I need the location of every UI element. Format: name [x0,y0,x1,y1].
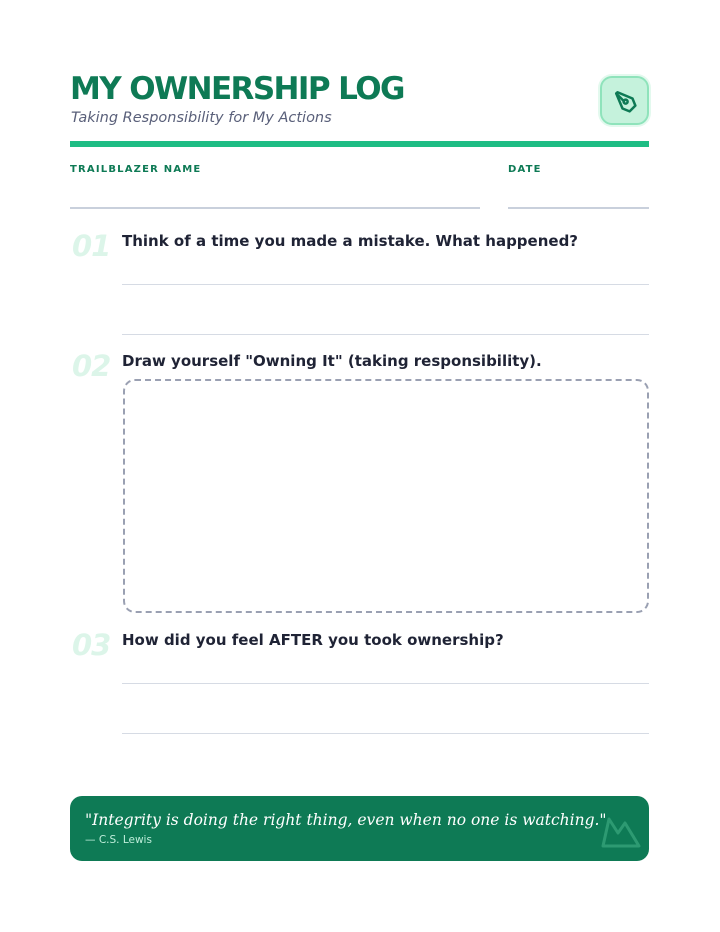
mountain-icon [600,813,642,849]
drawing-area[interactable] [123,379,649,613]
question-2-number: 02 [72,349,111,383]
header-divider [70,141,649,147]
question-1-answer-line-2[interactable] [122,334,649,335]
name-field-label: TRAILBLAZER NAME [70,164,202,175]
question-1-number: 01 [72,229,111,263]
pen-nib-icon [610,86,640,116]
page-subtitle: Taking Responsibility for My Actions [71,110,332,126]
question-2-text: Draw yourself "Owning It" (taking responsibility). [122,352,542,370]
question-3-text: How did you feel AFTER you took ownership? [122,631,504,649]
page-title: MY OWNERSHIP LOG [70,71,404,107]
question-3-number: 03 [72,628,111,662]
quote-card [70,796,649,861]
quote-author: — C.S. Lewis [85,834,152,846]
question-3-answer-line-1[interactable] [122,683,649,684]
question-1-answer-line-1[interactable] [122,284,649,285]
quote-text: "Integrity is doing the right thing, even when no one is watching." [85,811,607,829]
date-field-label: DATE [508,164,542,175]
logo-badge [600,76,649,125]
date-field-line[interactable] [508,207,649,209]
question-1-text: Think of a time you made a mistake. What happened? [122,232,579,250]
name-field-line[interactable] [70,207,480,209]
question-3-answer-line-2[interactable] [122,733,649,734]
